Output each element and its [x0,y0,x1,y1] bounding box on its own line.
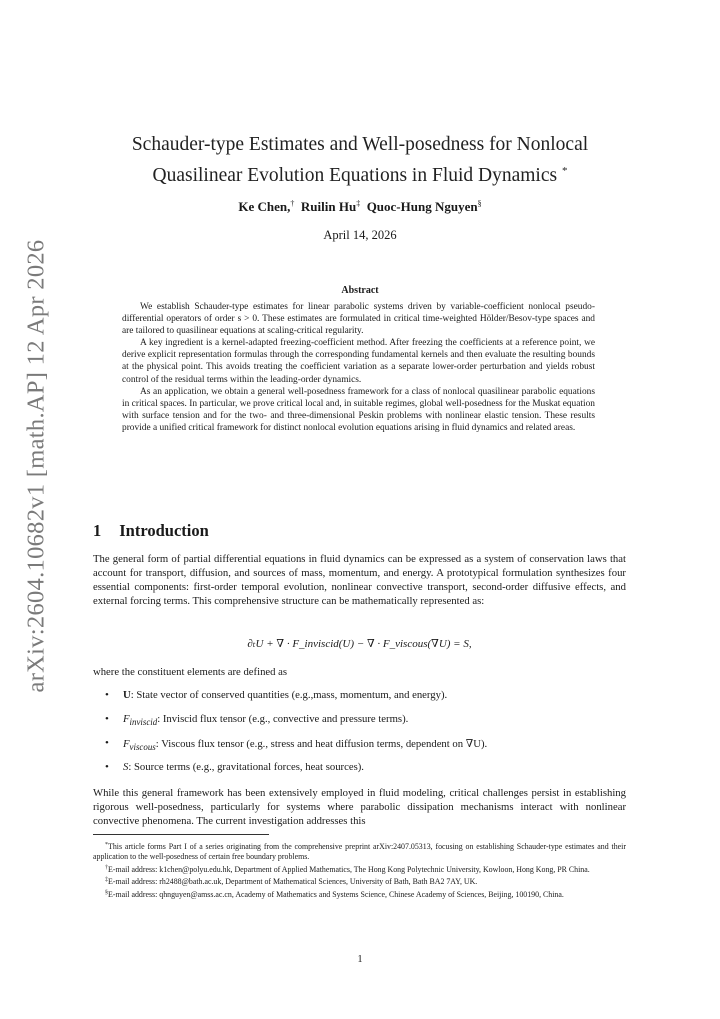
list-item-subscript: inviscid [129,717,158,728]
list-item-text: : State vector of conserved quantities (e.g.,mass, momentum, and energy). [130,689,448,701]
footnote-text: This article forms Part I of a series originating from the comprehensive preprint arXiv:2407.05313, focusing on establishing Schauder-type estimates and their application to the well-posedness of certain free boundary problems. [93,842,626,862]
intro-paragraph-text: The general form of partial differential equations in fluid dynamics can be expressed as a system of conservation laws that account for transport, diffusion, and sources of mass, momentum, and energy. A prototypical formulation synthesizes four essential components: first-order temporal evolution, nonlinear convective transport, second-order diffusive effects, and external forcing terms. This comprehensive structure can be mathematically represented as: [93,553,626,607]
footnote-mark: * [105,842,108,848]
bullet-icon: • [105,689,109,701]
author-name: Ke Chen, [238,199,291,214]
title-line-1: Schauder-type Estimates and Well-posedness for Nonlocal [131,134,589,155]
list-item [105,713,487,737]
abstract-paragraph: As an application, we obtain a general well-posedness framework for a class of nonlocal quasilinear parabolic equations in critical spaces. In particular, we prove critical local and, in suitable regimes, global well-posedness for the Muskat equation with surface tension and for the two- and three-dimensional Peskin problems with nonlinear elastic tension. These results provide a unified critical framework for distinct nonlocal evolution equations arising in fluid dynamics and related areas. [122,386,595,433]
equation-text: ∂ₜU + ∇ · F_inviscid(U) − ∇ · F_viscous(∇U) = S, [247,638,472,650]
list-item-text: : Viscous flux tensor (e.g., stress and heat diffusion terms, dependent on ∇U). [155,738,488,750]
footnote [93,840,626,863]
list-item [105,737,487,761]
footnote-mark: ‡ [105,877,108,884]
list-item-text: : Source terms (e.g., gravitational forces, heat sources). [128,761,364,773]
list-item [105,761,487,785]
list-item-symbol: F [123,713,130,725]
bullet-icon: • [105,737,109,749]
footnote [93,888,626,900]
section-title: Introduction [119,521,209,540]
list-item-symbol: U [123,689,131,701]
display-equation [93,637,626,650]
abstract-body [122,301,595,434]
footnote [93,875,626,887]
arxiv-identifier-stamp [14,239,58,693]
closing-paragraph [93,787,626,829]
list-item-symbol: S [123,761,129,773]
footnote-text: E-mail address: qhnguyen@amss.ac.cn, Academy of Mathematics and Systems Science, Chinese Academy of Sciences, Beijing, 100190, China. [108,889,564,899]
footnote-mark: † [105,864,108,871]
list-item-subscript: viscous [129,742,156,753]
footnote [93,863,626,875]
footnote-text: E-mail address: rh2488@bath.ac.uk, Department of Mathematical Sciences, University of Bath, Bath BA2 7AY, UK. [108,877,478,887]
list-item-symbol: F [123,738,130,750]
abstract-paragraph: We establish Schauder-type estimates for linear parabolic systems driven by variable-coefficient nonlocal pseudo-differential operators of order s > 0. These estimates are formulated in critical time-weighted Hölder/Besov-type spaces and are tailored to quasilinear equations at scaling-critical regularity. [122,302,595,337]
footnotes [93,840,626,900]
author-mark: § [477,199,482,208]
publication-date: April 14, 2026 [323,228,397,242]
where-text: where the constituent elements are defined as [93,666,288,678]
author-name: Quoc-Hung Nguyen [366,199,478,214]
author-name: Ruilin Hu [300,199,357,214]
abstract-paragraph: A key ingredient is a kernel-adapted freezing-coefficient method. After freezing the coefficients at a reference point, we derive explicit representation formulas through the corresponding fundamental kernels and then evaluate the resulting bounds at the physical point. This avoids treating the coefficient variation as a separate lower-order perturbation and yields robust control of the residual terms within the leading-order dynamics. [122,338,595,385]
section-number: 1 [93,521,102,540]
title-footnote-mark: * [561,165,568,177]
bullet-icon: • [105,761,109,773]
arxiv-stamp-text: arXiv:2604.10682v1 [math.AP] 12 Apr 2026 [22,239,49,693]
paper-title [80,131,640,189]
footnote-divider [93,834,269,835]
intro-paragraph [93,553,626,609]
abstract-heading: Abstract [341,285,379,296]
footnote-mark: § [105,889,108,896]
bullet-icon: • [105,713,109,725]
footnote-text: E-mail address: k1chen@polyu.edu.hk, Department of Applied Mathematics, The Hong Kong Polytechnic University, Kowloon, Hong Kong, PR China. [108,864,590,874]
list-item-text: : Inviscid flux tensor (e.g., convective and pressure terms). [157,713,409,725]
section-heading [93,521,209,541]
closing-paragraph-text: While this general framework has been extensively employed in fluid modeling, critical challenges persist in establishing rigorous well-posedness, particularly for systems where parabolic dissipation mechanisms interact with nonlinear convective phenomena. The current investigation addresses this [93,787,626,827]
list-item [105,689,487,713]
author-mark: ‡ [356,199,361,208]
page-number: 1 [357,954,363,965]
author-list [80,199,640,215]
title-line-2: Quasilinear Evolution Equations in Fluid Dynamics [152,165,558,186]
author-mark: † [290,199,295,208]
definition-list [105,689,487,785]
